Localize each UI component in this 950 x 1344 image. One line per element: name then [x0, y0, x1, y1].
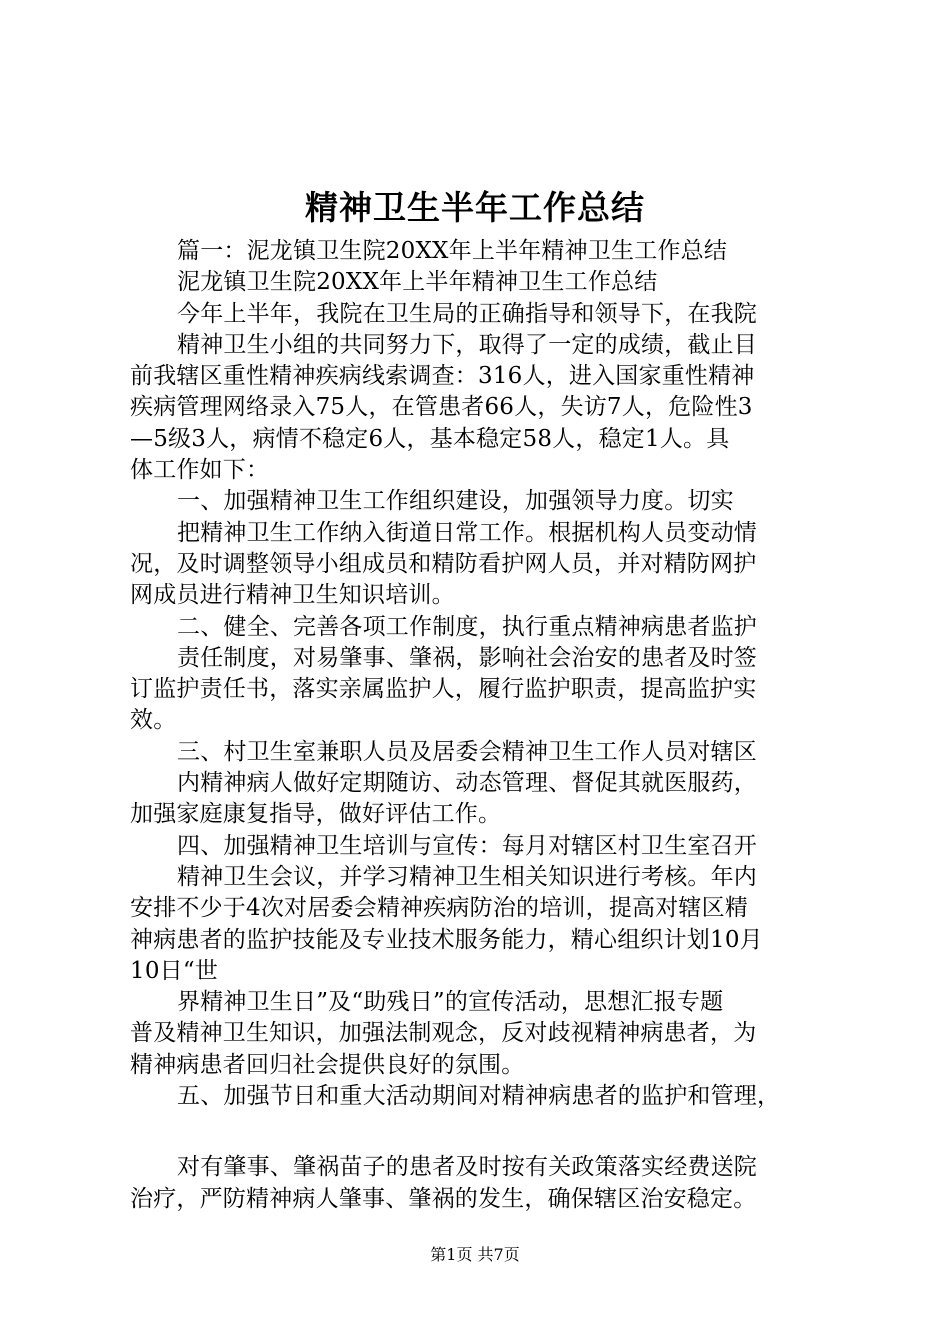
page-number-footer: 第1页 共7页: [430, 1245, 520, 1264]
body-line-28: 五、加强节日和重大活动期间对精神病患者的监护和管理，: [177, 1083, 781, 1110]
body-line-20: 四、加强精神卫生培训与宣传：每月对辖区村卫生室召开: [177, 832, 757, 859]
blank-line: [130, 1112, 840, 1152]
body-line-11: 况，及时调整领导小组成员和精防看护网人员，并对精防网护: [130, 550, 757, 577]
body-line-3: 今年上半年，我院在卫生局的正确指导和领导下，在我院: [177, 300, 757, 327]
body-line-1: 篇一：泥龙镇卫生院20XX年上半年精神卫生工作总结: [177, 238, 728, 264]
body-line-6: 疾病管理网络录入75人，在管患者66人，失访7人，危险性3: [130, 394, 753, 421]
body-line-15: 订监护责任书，落实亲属监护人，履行监护职责，提高监护实: [130, 676, 757, 703]
body-line-25: 界精神卫生日”及“助残日”的宣传活动，思想汇报专题: [177, 989, 724, 1016]
body-line-5: 前我辖区重性精神疾病线索调查：316人，进入国家重性精神: [130, 363, 755, 390]
body-line-2: 泥龙镇卫生院20XX年上半年精神卫生工作总结: [177, 269, 658, 296]
body-line-18: 内精神病人做好定期随访、动态管理、督促其就医服药，: [177, 770, 757, 797]
body-line-8: 体工作如下：: [130, 457, 270, 484]
body-line-27: 精神病患者回归社会提供良好的氛围。: [130, 1051, 525, 1078]
body-line-12: 网成员进行精神卫生知识培训。: [130, 582, 455, 609]
body-line-24: 10日“世: [130, 957, 219, 984]
body-line-19: 加强家庭康复指导，做好评估工作。: [130, 801, 502, 828]
body-line-22: 安排不少于4次对居委会精神疾病防治的培训，提高对辖区精: [130, 895, 749, 922]
body-line-13: 二、健全、完善各项工作制度，执行重点精神病患者监护: [177, 613, 757, 640]
body-line-7: —5级3人，病情不稳定6人，基本稳定58人，稳定1人。具: [130, 425, 730, 452]
body-line-30: 治疗，严防精神病人肇事、肇祸的发生，确保辖区治安稳定。: [130, 1185, 757, 1212]
body-line-9: 一、加强精神卫生工作组织建设，加强领导力度。切实: [177, 488, 734, 515]
body-line-21: 精神卫生会议，并学习精神卫生相关知识进行考核。年内: [177, 863, 757, 890]
body-line-16: 效。: [130, 707, 177, 734]
body-line-29: 对有肇事、肇祸苗子的患者及时按有关政策落实经费送院: [177, 1154, 757, 1181]
body-line-14: 责任制度，对易肇事、肇祸，影响社会治安的患者及时签: [177, 644, 757, 671]
body-line-17: 三、村卫生室兼职人员及居委会精神卫生工作人员对辖区: [177, 738, 757, 765]
body-line-26: 普及精神卫生知识，加强法制观念，反对歧视精神病患者，为: [130, 1020, 757, 1047]
document-body: [130, 236, 840, 1215]
body-line-10: 把精神卫生工作纳入街道日常工作。根据机构人员变动情: [177, 519, 757, 546]
body-line-4: 精神卫生小组的共同努力下，取得了一定的成绩，截止目: [177, 331, 757, 358]
body-line-23: 神病患者的监护技能及专业技术服务能力，精心组织计划10月: [130, 926, 763, 953]
document-title: 精神卫生半年工作总结: [305, 188, 645, 227]
